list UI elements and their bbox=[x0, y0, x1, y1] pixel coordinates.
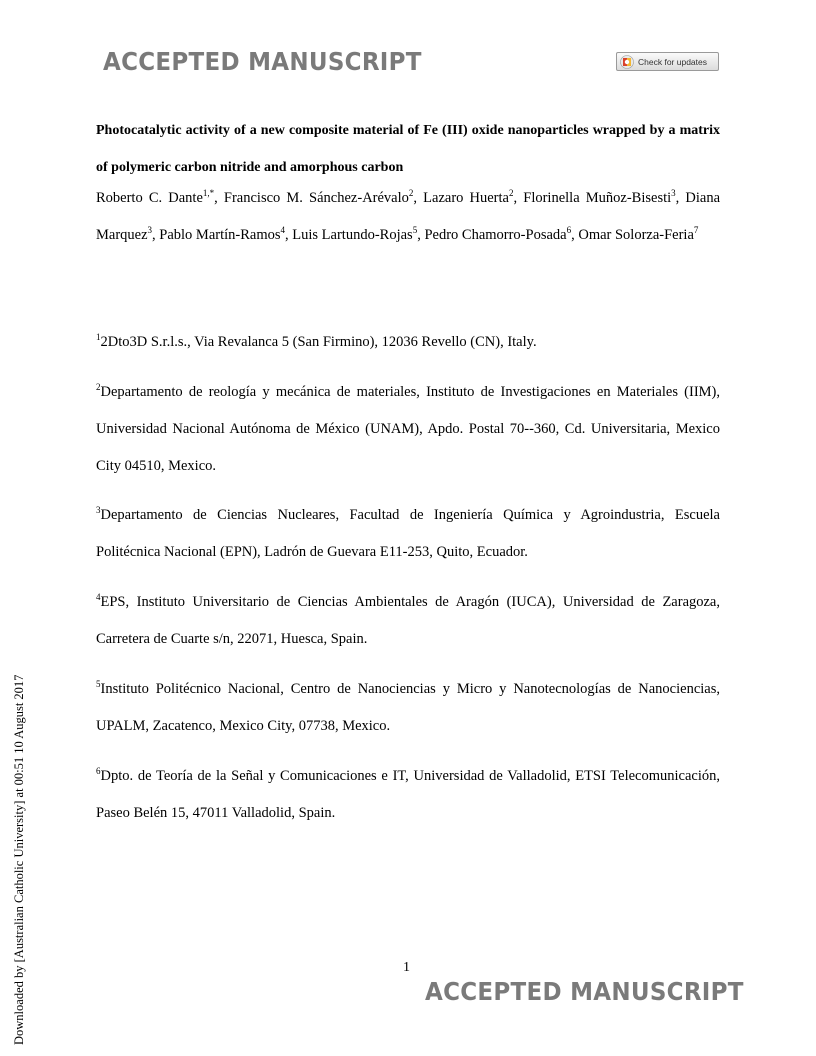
affiliation-6 bbox=[96, 758, 720, 832]
affiliation-4 bbox=[96, 584, 720, 658]
author-separator: , bbox=[413, 190, 424, 206]
accepted-manuscript-banner-bottom: ACCEPTED MANUSCRIPT bbox=[425, 977, 744, 1006]
author-separator: , bbox=[675, 190, 686, 206]
check-updates-icon bbox=[620, 55, 634, 69]
author-affiliation-sup: 3 bbox=[147, 225, 153, 235]
affiliation-text: EPS, Instituto Universitario de Ciencias Ambientales de Aragón (IUCA), Universidad de Zaragoza, Carretera de Cuarte s/n, 22071, Huesca, Spain. bbox=[96, 594, 720, 647]
author-name: Luis Lartundo-Rojas bbox=[292, 227, 413, 243]
author-affiliation-sup: 5 bbox=[412, 225, 418, 235]
affiliation-text: Departamento de reología y mecánica de materiales, Instituto de Investigaciones en Materiales (IIM), Universidad Nacional Autónoma de México (UNAM), Apdo. Postal 70--360, Cd. Universitaria, Mexico City 04510, Mexico. bbox=[96, 384, 720, 474]
affiliation-1 bbox=[96, 324, 720, 361]
article-title: Photocatalytic activity of a new composite material of Fe (III) oxide nanoparticles wrapped by a matrix of polymeric carbon nitride and amorphous carbon bbox=[96, 123, 720, 175]
affiliation-text: Departamento de Ciencias Nucleares, Facultad de Ingeniería Química y Agroindustria, Escuela Politécnica Nacional (EPN), Ladrón de Guevara E11-253, Quito, Ecuador. bbox=[96, 507, 720, 560]
author-name: Roberto C. Dante bbox=[96, 190, 203, 206]
author-name: Pablo Martín-Ramos bbox=[159, 227, 281, 243]
author-name: Diana Marquez bbox=[96, 190, 721, 243]
author-separator: , bbox=[571, 227, 579, 243]
author-name: Omar Solorza-Feria bbox=[578, 227, 694, 243]
accepted-manuscript-banner-top: ACCEPTED MANUSCRIPT bbox=[103, 47, 422, 76]
affiliation-text: 2Dto3D S.r.l.s., Via Revalanca 5 (San Firmino), 12036 Revello (CN), Italy. bbox=[100, 334, 537, 350]
affiliation-5 bbox=[96, 671, 720, 745]
affiliation-text: Instituto Politécnico Nacional, Centro de Nanociencias y Micro y Nanotecnologías de Nanociencias, UPALM, Zacatenco, Mexico City, 07738, Mexico. bbox=[96, 681, 720, 734]
author-list bbox=[96, 180, 720, 254]
affiliation-number: 6 bbox=[96, 766, 101, 776]
affiliation-3 bbox=[96, 497, 720, 571]
check-updates-label: Check for updates bbox=[638, 56, 707, 67]
affiliation-2 bbox=[96, 374, 720, 485]
author-affiliation-sup: 4 bbox=[280, 225, 286, 235]
check-for-updates-button[interactable] bbox=[616, 52, 719, 71]
affiliation-number: 3 bbox=[96, 505, 101, 515]
author-affiliation-sup: 1,* bbox=[202, 188, 215, 198]
author-name: Pedro Chamorro-Posada bbox=[424, 227, 567, 243]
author-affiliation-sup: 6 bbox=[566, 225, 572, 235]
affiliation-number: 5 bbox=[96, 679, 101, 689]
download-note: Downloaded by [Australian Catholic University] at 00:51 10 August 2017 bbox=[12, 674, 26, 1045]
author-separator: , bbox=[417, 227, 425, 243]
author-separator: , bbox=[285, 227, 293, 243]
author-separator: , bbox=[152, 227, 160, 243]
author-name: Lazaro Huerta bbox=[423, 190, 509, 206]
author-affiliation-sup: 2 bbox=[508, 188, 514, 198]
author-affiliation-sup: 3 bbox=[671, 188, 676, 198]
affiliation-number: 4 bbox=[96, 592, 101, 602]
author-separator: , bbox=[214, 190, 224, 206]
author-affiliation-sup: 7 bbox=[693, 225, 699, 235]
author-name: Francisco M. Sánchez-Arévalo bbox=[223, 190, 409, 206]
author-name: Florinella Muñoz-Bisesti bbox=[523, 190, 672, 206]
author-affiliation-sup: 2 bbox=[408, 188, 414, 198]
affiliation-number: 1 bbox=[96, 332, 101, 342]
affiliation-text: Dpto. de Teoría de la Señal y Comunicaciones e IT, Universidad de Valladolid, ETSI Telecomunicación, Paseo Belén 15, 47011 Valladolid, Spain. bbox=[96, 768, 720, 821]
affiliation-number: 2 bbox=[96, 382, 101, 392]
page-number: 1 bbox=[403, 960, 410, 975]
author-separator: , bbox=[513, 190, 524, 206]
